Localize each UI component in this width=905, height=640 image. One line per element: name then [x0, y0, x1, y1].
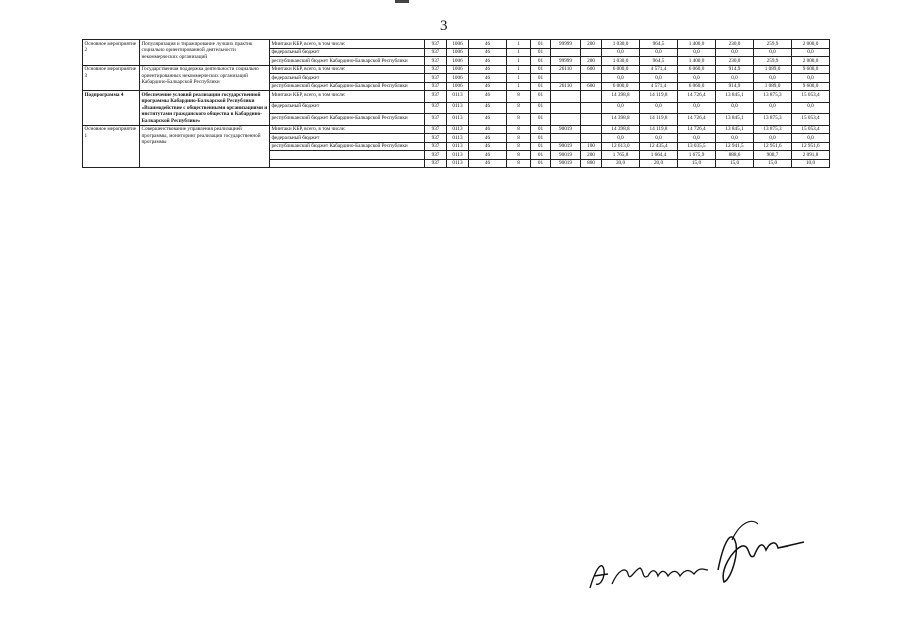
- program-code-cell: 46: [469, 142, 507, 151]
- year-4-value: 0,0: [716, 134, 754, 143]
- program-code-cell: 46: [469, 102, 507, 114]
- funding-source-cell: [270, 159, 425, 168]
- grbs-code-cell: 937: [425, 57, 447, 66]
- year-1-value: 1 030,0: [602, 57, 640, 66]
- year-2-value: 4 571,4: [640, 82, 678, 91]
- expense-type-cell: 200: [581, 40, 602, 49]
- table-row: [83, 65, 830, 74]
- year-2-value: 0,0: [640, 134, 678, 143]
- subprogram-code-cell: 8: [507, 91, 531, 103]
- event-code-cell: 01: [531, 134, 551, 143]
- funding-source-cell: республиканский бюджет Кабардино-Балкарской Республики: [270, 82, 425, 91]
- funding-source-cell: Минтаки КБР, всего, в том числе:: [270, 91, 425, 103]
- section-code-cell: 0113: [447, 125, 469, 134]
- program-code-cell: 46: [469, 57, 507, 66]
- year-5-value: 259,9: [754, 40, 792, 49]
- section-code-cell: 0113: [447, 142, 469, 151]
- year-5-value: 0,0: [754, 48, 792, 57]
- event-code-cell: 01: [531, 48, 551, 57]
- year-5-value: 259,9: [754, 57, 792, 66]
- year-6-value: 15 053,4: [792, 125, 830, 134]
- program-label-cell: Подпрограмма 4: [83, 91, 140, 126]
- year-3-value: 14 726,4: [678, 91, 716, 103]
- grbs-code-cell: 937: [425, 40, 447, 49]
- handwritten-signature: [582, 510, 812, 600]
- grbs-code-cell: 937: [425, 91, 447, 103]
- funding-source-cell: федеральный бюджет: [270, 74, 425, 83]
- grbs-code-cell: 937: [425, 82, 447, 91]
- year-4-value: 0,0: [716, 74, 754, 83]
- subprogram-code-cell: 8: [507, 142, 531, 151]
- direction-code-cell: 90019: [551, 142, 581, 151]
- program-name-cell: Обеспечение условий реализации государственной программы Кабардино-Балкарской Республики «Взаимодействие с общественными организациями и институтами гражданского общества в Кабардино-Балкарской Республике»: [140, 91, 270, 126]
- funding-source-cell: федеральный бюджет: [270, 134, 425, 143]
- grbs-code-cell: 937: [425, 48, 447, 57]
- year-1-value: 14 398,8: [602, 125, 640, 134]
- year-2-value: 964,5: [640, 57, 678, 66]
- event-code-cell: 01: [531, 57, 551, 66]
- direction-code-cell: 26110: [551, 65, 581, 74]
- year-4-value: 888,6: [716, 151, 754, 160]
- year-6-value: 0,0: [792, 48, 830, 57]
- grbs-code-cell: 937: [425, 74, 447, 83]
- year-2-value: 0,0: [640, 102, 678, 114]
- year-5-value: 0,0: [754, 134, 792, 143]
- section-code-cell: 0113: [447, 134, 469, 143]
- program-code-cell: 46: [469, 48, 507, 57]
- direction-code-cell: 26110: [551, 82, 581, 91]
- direction-code-cell: 99999: [551, 57, 581, 66]
- grbs-code-cell: 937: [425, 102, 447, 114]
- expense-type-cell: 100: [581, 142, 602, 151]
- year-1-value: 0,0: [602, 102, 640, 114]
- expense-type-cell: 600: [581, 82, 602, 91]
- event-code-cell: 01: [531, 142, 551, 151]
- year-3-value: 14 726,4: [678, 125, 716, 134]
- year-4-value: 0,0: [716, 102, 754, 114]
- funding-source-cell: [270, 151, 425, 160]
- event-code-cell: 01: [531, 82, 551, 91]
- year-2-value: 964,5: [640, 40, 678, 49]
- year-4-value: 0,0: [716, 48, 754, 57]
- program-label-cell: Основное мероприятие 3: [83, 65, 140, 91]
- section-code-cell: 1006: [447, 57, 469, 66]
- expense-type-cell: [581, 91, 602, 103]
- year-1-value: 6 000,0: [602, 65, 640, 74]
- subprogram-code-cell: 8: [507, 125, 531, 134]
- direction-code-cell: [551, 102, 581, 114]
- year-6-value: 2 091,8: [792, 151, 830, 160]
- year-2-value: 12 435,4: [640, 142, 678, 151]
- program-code-cell: 46: [469, 74, 507, 83]
- program-code-cell: 46: [469, 91, 507, 103]
- year-3-value: 13 035,5: [678, 142, 716, 151]
- event-code-cell: 01: [531, 40, 551, 49]
- subprogram-code-cell: 8: [507, 151, 531, 160]
- event-code-cell: 01: [531, 159, 551, 168]
- year-3-value: 15,0: [678, 159, 716, 168]
- year-2-value: 14 119,8: [640, 125, 678, 134]
- year-5-value: 12 951,6: [754, 142, 792, 151]
- year-6-value: 0,0: [792, 74, 830, 83]
- table-row: [83, 125, 830, 134]
- year-4-value: 13 845,1: [716, 125, 754, 134]
- year-1-value: 0,0: [602, 48, 640, 57]
- subprogram-code-cell: 1: [507, 40, 531, 49]
- expense-type-cell: [581, 102, 602, 114]
- year-4-value: 13 845,1: [716, 114, 754, 126]
- year-1-value: 0,0: [602, 74, 640, 83]
- year-3-value: 0,0: [678, 74, 716, 83]
- program-label-cell: Основное мероприятие 1: [83, 125, 140, 168]
- page-number: 3: [440, 18, 448, 34]
- program-name-cell: Совершенствование управления реализацией программы, мониторинг реализации государственной программы: [140, 125, 270, 168]
- subprogram-code-cell: 8: [507, 102, 531, 114]
- expense-type-cell: [581, 48, 602, 57]
- event-code-cell: 01: [531, 151, 551, 160]
- funding-source-cell: федеральный бюджет: [270, 48, 425, 57]
- year-6-value: 15 053,4: [792, 91, 830, 103]
- year-5-value: 13 875,3: [754, 114, 792, 126]
- expense-type-cell: 200: [581, 151, 602, 160]
- grbs-code-cell: 937: [425, 151, 447, 160]
- budget-table: [82, 39, 830, 168]
- year-3-value: 1 400,0: [678, 40, 716, 49]
- expense-type-cell: 200: [581, 57, 602, 66]
- year-1-value: 20,0: [602, 159, 640, 168]
- grbs-code-cell: 937: [425, 114, 447, 126]
- grbs-code-cell: 937: [425, 65, 447, 74]
- program-name-cell: Государственная поддержка деятельности социально ориентированных некоммерческих организаций Кабардино-Балкарской Республики: [140, 65, 270, 91]
- year-4-value: 230,0: [716, 40, 754, 49]
- year-1-value: 14 398,8: [602, 91, 640, 103]
- program-code-cell: 46: [469, 159, 507, 168]
- funding-source-cell: Минтаки КБР, всего, в том числе:: [270, 125, 425, 134]
- year-3-value: 0,0: [678, 102, 716, 114]
- year-1-value: 1 030,0: [602, 40, 640, 49]
- event-code-cell: 01: [531, 102, 551, 114]
- event-code-cell: 01: [531, 74, 551, 83]
- expense-type-cell: 600: [581, 65, 602, 74]
- program-code-cell: 46: [469, 82, 507, 91]
- year-2-value: 14 119,8: [640, 114, 678, 126]
- expense-type-cell: [581, 114, 602, 126]
- event-code-cell: 01: [531, 65, 551, 74]
- year-6-value: 12 951,6: [792, 142, 830, 151]
- expense-type-cell: [581, 125, 602, 134]
- year-1-value: 0,0: [602, 134, 640, 143]
- subprogram-code-cell: 1: [507, 65, 531, 74]
- year-5-value: 13 875,3: [754, 91, 792, 103]
- direction-code-cell: [551, 74, 581, 83]
- expense-type-cell: [581, 74, 602, 83]
- year-2-value: 4 571,4: [640, 65, 678, 74]
- funding-source-cell: республиканский бюджет Кабардино-Балкарской Республики: [270, 57, 425, 66]
- direction-code-cell: 90019: [551, 151, 581, 160]
- direction-code-cell: 90019: [551, 125, 581, 134]
- year-5-value: 15,0: [754, 159, 792, 168]
- year-2-value: 1 664,4: [640, 151, 678, 160]
- year-6-value: 10,0: [792, 159, 830, 168]
- year-6-value: 2 000,0: [792, 40, 830, 49]
- table-row: [83, 91, 830, 103]
- year-3-value: 1 675,9: [678, 151, 716, 160]
- section-code-cell: 0113: [447, 91, 469, 103]
- funding-source-cell: Минтаки КБР, всего, в том числе:: [270, 40, 425, 49]
- program-code-cell: 46: [469, 125, 507, 134]
- program-code-cell: 46: [469, 134, 507, 143]
- year-6-value: 2 000,0: [792, 57, 830, 66]
- direction-code-cell: [551, 48, 581, 57]
- year-6-value: 0,0: [792, 102, 830, 114]
- table-row: [83, 40, 830, 49]
- subprogram-code-cell: 1: [507, 57, 531, 66]
- section-code-cell: 0113: [447, 151, 469, 160]
- year-3-value: 14 726,4: [678, 114, 716, 126]
- year-2-value: 0,0: [640, 48, 678, 57]
- expense-type-cell: [581, 134, 602, 143]
- year-1-value: 6 000,0: [602, 82, 640, 91]
- subprogram-code-cell: 8: [507, 114, 531, 126]
- grbs-code-cell: 937: [425, 142, 447, 151]
- year-4-value: 12 941,5: [716, 142, 754, 151]
- expense-type-cell: 800: [581, 159, 602, 168]
- funding-source-cell: республиканский бюджет Кабардино-Балкарской Республики: [270, 114, 425, 126]
- subprogram-code-cell: 8: [507, 134, 531, 143]
- direction-code-cell: [551, 91, 581, 103]
- year-3-value: 6 060,0: [678, 65, 716, 74]
- grbs-code-cell: 937: [425, 134, 447, 143]
- section-code-cell: 0113: [447, 159, 469, 168]
- event-code-cell: 01: [531, 114, 551, 126]
- section-code-cell: 1006: [447, 74, 469, 83]
- year-1-value: 12 613,0: [602, 142, 640, 151]
- year-2-value: 20,0: [640, 159, 678, 168]
- program-name-cell: Популяризация и тиражирование лучших практик социально ориентированной деятельности некоммерческих организаций: [140, 40, 270, 66]
- year-6-value: 15 053,4: [792, 114, 830, 126]
- year-5-value: 0,0: [754, 74, 792, 83]
- year-4-value: 15,0: [716, 159, 754, 168]
- direction-code-cell: [551, 114, 581, 126]
- event-code-cell: 01: [531, 125, 551, 134]
- section-code-cell: 1006: [447, 48, 469, 57]
- year-1-value: 14 398,8: [602, 114, 640, 126]
- year-5-value: 1 089,0: [754, 82, 792, 91]
- section-code-cell: 0113: [447, 114, 469, 126]
- year-4-value: 914,9: [716, 65, 754, 74]
- year-3-value: 1 400,0: [678, 57, 716, 66]
- year-4-value: 13 845,1: [716, 91, 754, 103]
- funding-source-cell: Минтаки КБР, всего, в том числе:: [270, 65, 425, 74]
- top-edge-mark: [395, 0, 409, 3]
- year-6-value: 9 600,0: [792, 82, 830, 91]
- program-code-cell: 46: [469, 65, 507, 74]
- year-6-value: 0,0: [792, 134, 830, 143]
- year-1-value: 1 765,8: [602, 151, 640, 160]
- year-3-value: 0,0: [678, 134, 716, 143]
- subprogram-code-cell: 8: [507, 159, 531, 168]
- year-2-value: 0,0: [640, 74, 678, 83]
- budget-table-body: [83, 40, 830, 168]
- direction-code-cell: 99999: [551, 40, 581, 49]
- year-5-value: 1 089,0: [754, 65, 792, 74]
- section-code-cell: 0113: [447, 102, 469, 114]
- direction-code-cell: 90019: [551, 159, 581, 168]
- subprogram-code-cell: 1: [507, 74, 531, 83]
- year-2-value: 14 119,8: [640, 91, 678, 103]
- year-5-value: 13 875,3: [754, 125, 792, 134]
- grbs-code-cell: 937: [425, 159, 447, 168]
- direction-code-cell: [551, 134, 581, 143]
- event-code-cell: 01: [531, 91, 551, 103]
- year-6-value: 9 600,0: [792, 65, 830, 74]
- grbs-code-cell: 937: [425, 125, 447, 134]
- subprogram-code-cell: 1: [507, 48, 531, 57]
- subprogram-code-cell: 1: [507, 82, 531, 91]
- program-code-cell: 46: [469, 40, 507, 49]
- year-4-value: 230,0: [716, 57, 754, 66]
- year-5-value: 908,7: [754, 151, 792, 160]
- program-code-cell: 46: [469, 151, 507, 160]
- year-4-value: 914,9: [716, 82, 754, 91]
- year-3-value: 6 060,0: [678, 82, 716, 91]
- funding-source-cell: федеральный бюджет: [270, 102, 425, 114]
- program-label-cell: Основное мероприятие 2: [83, 40, 140, 66]
- section-code-cell: 1006: [447, 40, 469, 49]
- section-code-cell: 1006: [447, 82, 469, 91]
- section-code-cell: 1006: [447, 65, 469, 74]
- program-code-cell: 46: [469, 114, 507, 126]
- year-5-value: 0,0: [754, 102, 792, 114]
- funding-source-cell: республиканский бюджет Кабардино-Балкарской Республики: [270, 142, 425, 151]
- year-3-value: 0,0: [678, 48, 716, 57]
